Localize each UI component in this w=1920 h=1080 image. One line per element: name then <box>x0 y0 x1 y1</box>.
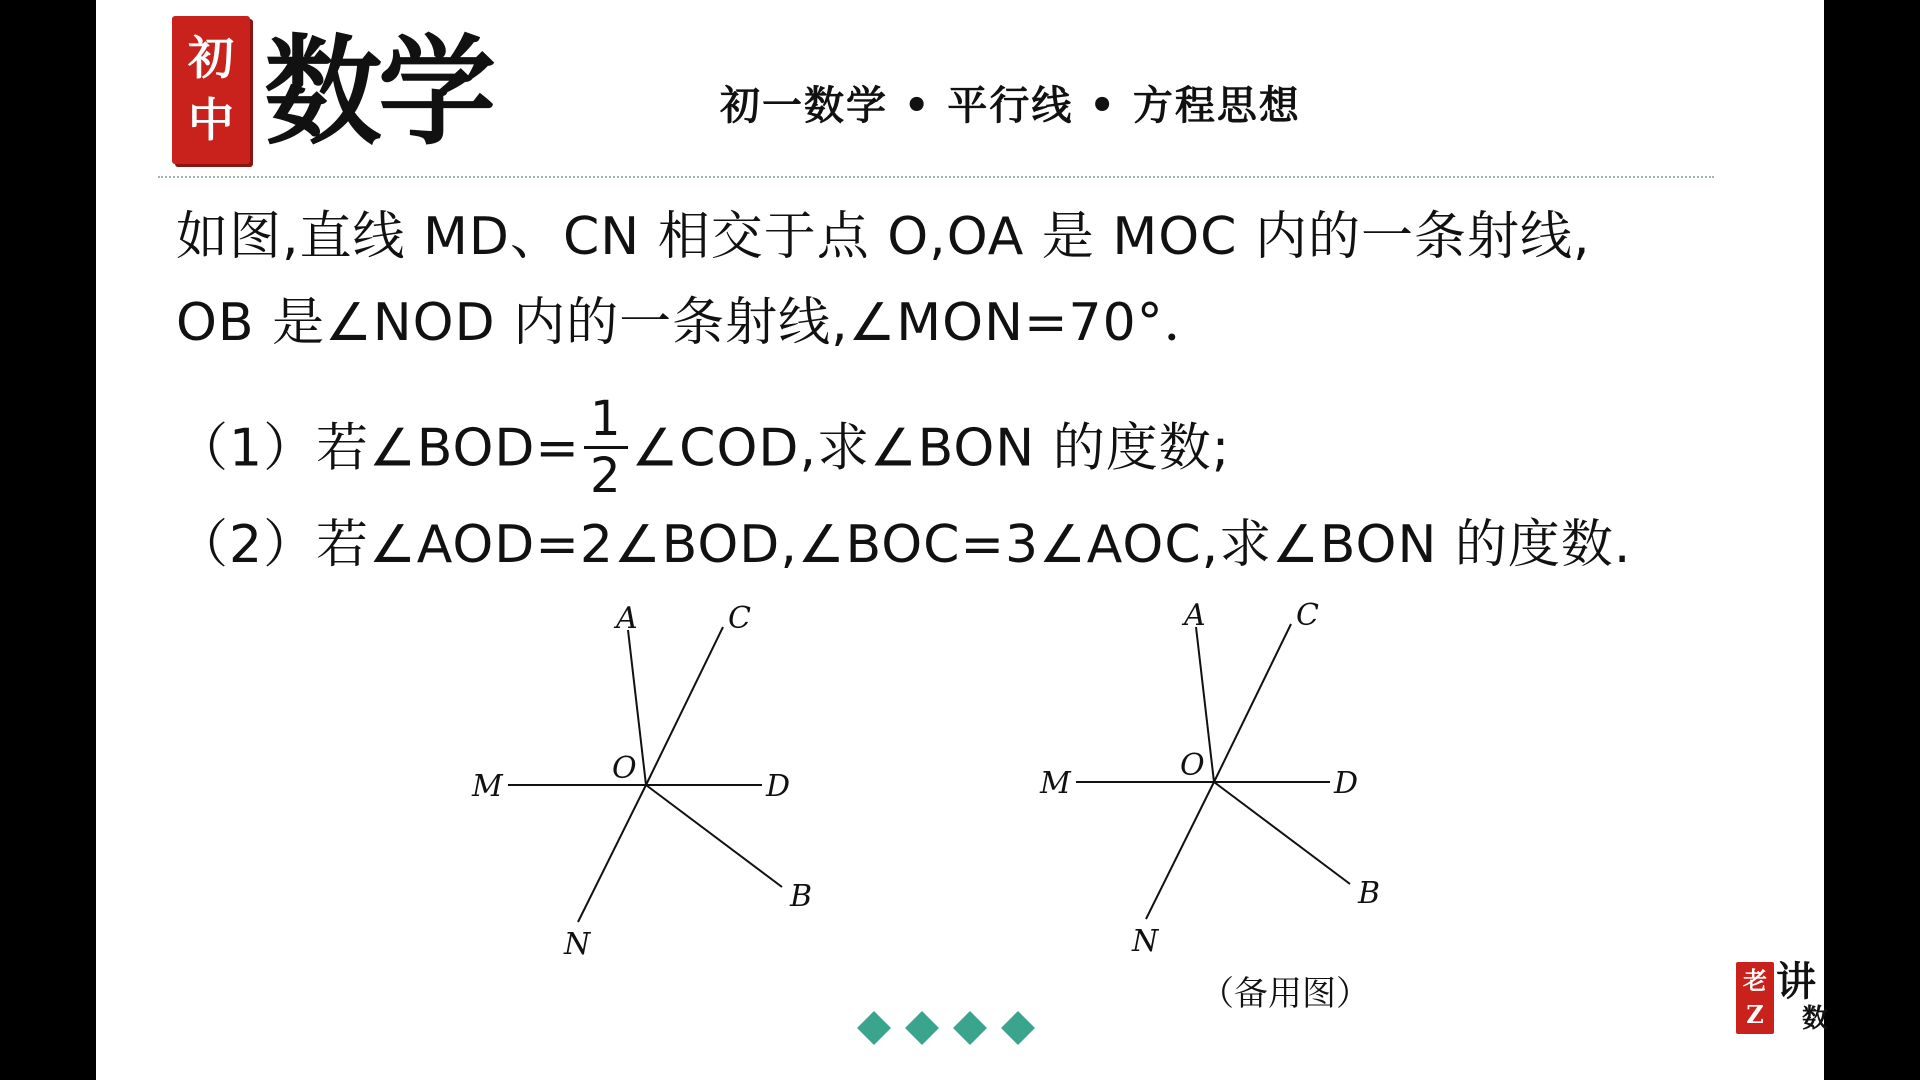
label-a: A <box>1184 598 1206 633</box>
ray-ob <box>1214 782 1350 884</box>
brand-text-1: 讲 <box>1776 958 1816 1005</box>
logo-seal-char-1: 初 <box>188 31 234 85</box>
label-n: N <box>1132 924 1159 959</box>
label-c: C <box>1296 598 1319 633</box>
label-d: D <box>1334 766 1359 801</box>
fraction-numerator: 1 <box>584 392 628 449</box>
brand-seal-char-1: 老 <box>1743 966 1767 995</box>
label-c: C <box>728 601 751 636</box>
question-1 <box>176 391 1231 507</box>
fraction <box>584 392 628 503</box>
slide <box>96 0 1829 1080</box>
question-1-prefix: （1）若∠BOD= <box>176 418 581 479</box>
spare-figure-caption: （备用图） <box>1200 974 1370 1014</box>
slide-pager <box>862 1010 1062 1050</box>
label-n: N <box>564 927 591 962</box>
geometry-figure-main <box>460 590 840 970</box>
question-1-suffix: ∠COD,求∠BON 的度数; <box>631 418 1231 479</box>
logo-seal <box>172 16 250 164</box>
geometry-figure-spare <box>1028 590 1408 970</box>
label-m: M <box>472 769 503 804</box>
fraction-denominator: 2 <box>590 448 622 504</box>
label-o: O <box>612 751 637 786</box>
pager-dot[interactable] <box>953 1011 987 1045</box>
brand-seal-char-2: Z <box>1746 1000 1764 1029</box>
question-2: （2）若∠AOD=2∠BOD,∠BOC=3∠AOC,求∠BON 的度数. <box>176 515 1632 575</box>
brand-text-2: 数 <box>1802 1004 1829 1034</box>
logo-seal-char-2: 中 <box>188 93 234 147</box>
pager-dot[interactable] <box>1001 1011 1035 1045</box>
ray-on <box>578 785 646 922</box>
logo-word: 数学 <box>264 22 493 161</box>
ray-on <box>1146 782 1214 919</box>
label-b: B <box>1358 876 1381 911</box>
ray-oc <box>1214 624 1291 782</box>
ray-oc <box>646 627 723 785</box>
header-divider <box>158 176 1714 178</box>
problem-line-1: 如图,直线 MD、CN 相交于点 O,OA 是 MOC 内的一条射线, <box>176 207 1591 267</box>
pager-dot[interactable] <box>857 1011 891 1045</box>
ray-ob <box>646 785 782 887</box>
label-d: D <box>766 769 791 804</box>
problem-line-2: OB 是∠NOD 内的一条射线,∠MON=70°． <box>176 293 1217 353</box>
label-m: M <box>1040 766 1071 801</box>
brand-seal <box>1736 962 1774 1034</box>
pager-dot[interactable] <box>905 1011 939 1045</box>
header-title: 初一数学 • 平行线 • 方程思想 <box>720 82 1301 129</box>
label-b: B <box>790 879 813 914</box>
label-o: O <box>1180 748 1205 783</box>
label-a: A <box>616 601 638 636</box>
